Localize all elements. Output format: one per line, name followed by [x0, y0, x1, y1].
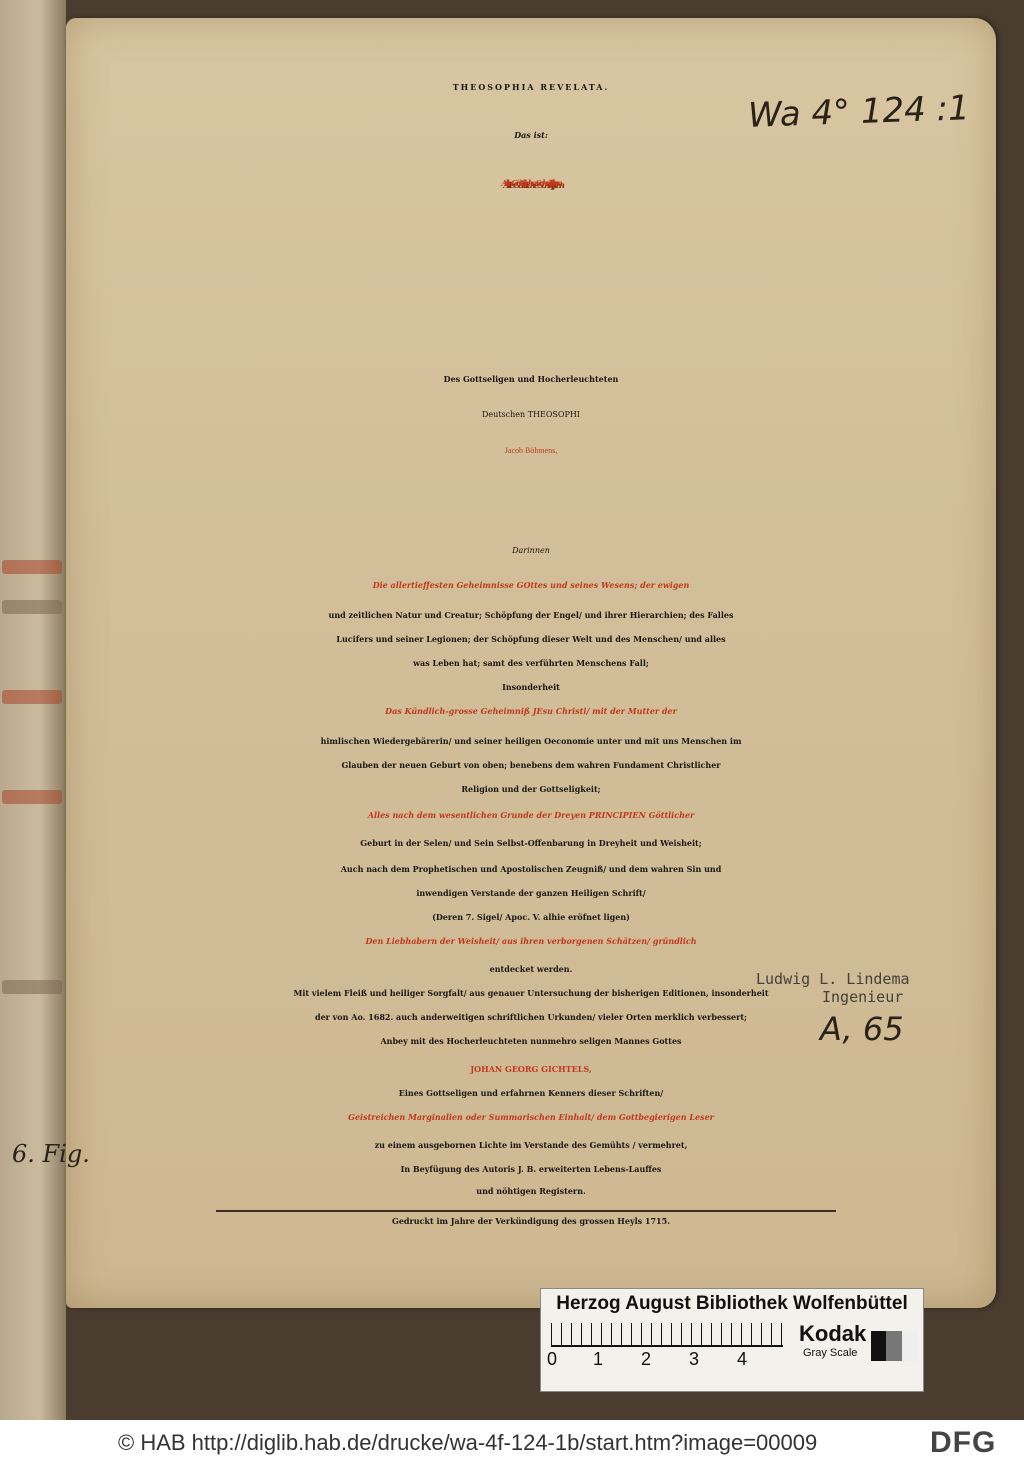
- description-line: Alles nach dem wesentlichen Grunde der Dreyen PRINCIPIEN Göttlicher: [367, 810, 695, 820]
- description-line: und zeitlichen Natur und Creatur; Schöpfung der Engel/ und ihrer Hierarchien; des Falles: [328, 610, 734, 620]
- subtitle-line-1: Des Gottseligen und Hocherleuchteten: [443, 374, 619, 384]
- copyright-link[interactable]: © HAB http://diglib.hab.de/drucke/wa-4f-124-1b/start.htm?image=00009: [118, 1430, 818, 1455]
- left-page-edge: [0, 0, 66, 1420]
- das-ist-line: Das ist:: [514, 130, 548, 140]
- darinnen-line: Darinnen: [512, 546, 550, 555]
- description-line: Eines Gottseligen und erfahrnen Kenners dieser Schriften/: [398, 1088, 664, 1098]
- description-line: JOHAN GEORG GICHTELS,: [470, 1064, 592, 1074]
- owner-stamp-name: Ludwig L. Lindema: [756, 970, 910, 988]
- description-line: was Leben hat; samt des verführten Menschens Fall;: [413, 658, 649, 668]
- margin-note: 6. Fig.: [12, 1140, 90, 1168]
- description-line: Geistreichen Marginalien oder Summarischen Einhalt/ dem Gottbegierigen Leser: [348, 1112, 714, 1122]
- subtitle-line-2: Deutschen THEOSOPHI: [482, 410, 580, 419]
- dfg-logo: DFG: [930, 1426, 997, 1459]
- description-line: Die allertieffesten Geheimnisse GOttes und seines Wesens; der ewigen: [372, 580, 690, 590]
- description-line: Glauben der neuen Geburt von oben; benebens dem wahren Fundament Christlicher: [341, 760, 721, 770]
- big-heading: Alle Göttliche Schrifften: [501, 178, 561, 188]
- description-line: inwendigen Verstande der ganzen Heiligen Schrift/: [416, 888, 646, 898]
- owner-stamp: [756, 970, 910, 1006]
- description-line: himlischen Wiedergebärerin/ und seiner heiligen Oeconomie unter und mit uns Menschen im: [320, 736, 742, 746]
- kodak-logo: Kodak: [799, 1321, 867, 1346]
- kodak-subtitle: Gray Scale: [803, 1347, 858, 1359]
- imprint-line: Gedruckt im Jahre der Verkündigung des grossen Heyls 1715.: [392, 1216, 670, 1226]
- author-name: Jacob Böhmens,: [504, 446, 558, 455]
- description-line: Anbey mit des Hocherleuchteten nunmehro seligen Mannes Gottes: [380, 1036, 682, 1046]
- ruler-number: 0: [547, 1349, 558, 1369]
- description-line: der von Ao. 1682. auch anderweitigen schriftlichen Urkunden/ vieler Orten merklich verbessert;: [314, 1012, 748, 1022]
- description-line: Das Kündlich-grosse Geheimniß JEsu Christi/ mit der Mutter der: [385, 706, 677, 716]
- description-line: Den Liebhabern der Weisheit/ aus ihren verborgenen Schätzen/ gründlich: [365, 936, 697, 946]
- description-line: und nöhtigen Registern.: [476, 1186, 586, 1196]
- description-line: zu einem ausgebornen Lichte im Verstande des Gemühts / vermehret,: [374, 1140, 688, 1150]
- ruler-number: 1: [593, 1349, 604, 1369]
- imprint-rule: [216, 1210, 836, 1212]
- ruler-number: 3: [689, 1349, 700, 1369]
- title-line: THEOSOPHIA REVELATA.: [452, 82, 610, 92]
- description-line: In Beyfügung des Autoris J. B. erweiterten Lebens-Lauffes: [400, 1164, 662, 1174]
- gray-scale-swatches: [871, 1331, 917, 1361]
- owner-stamp-title: Ingenieur: [822, 988, 904, 1006]
- number-annotation: A, 65: [820, 1010, 904, 1048]
- ruler-number: 4: [737, 1349, 748, 1369]
- description-line: Mit vielem Fleiß und heiliger Sorgfalt/ aus genauer Untersuchung der bisherigen Editionen, insonderheit: [293, 988, 769, 998]
- description-line: Religion und der Gottseligkeit;: [461, 784, 601, 794]
- description-line: entdecket werden.: [489, 964, 573, 974]
- description-line: Lucifers und seiner Legionen; der Schöpfung dieser Welt und des Menschen/ und alles: [336, 634, 726, 644]
- description-line: Insonderheit: [502, 682, 560, 692]
- card-title: Herzog August Bibliothek Wolfenbüttel: [556, 1293, 908, 1314]
- shelfmark-annotation: Wa 4° 124 :1: [747, 88, 971, 136]
- description-line: Geburt in der Selen/ und Sein Selbst-Offenbarung in Dreyheit und Weisheit;: [360, 838, 702, 848]
- ruler-scale: [551, 1323, 783, 1347]
- description-line: Auch nach dem Prophetischen und Apostolischen Zeugniß/ und dem wahren Sin und: [340, 864, 722, 874]
- color-calibration-card: [540, 1288, 924, 1392]
- ruler-number: 2: [641, 1349, 652, 1369]
- description-line: (Deren 7. Sigel/ Apoc. V. alhie eröfnet ligen): [432, 912, 630, 922]
- title-page: [66, 18, 996, 1308]
- footer-bar: [0, 1420, 1024, 1468]
